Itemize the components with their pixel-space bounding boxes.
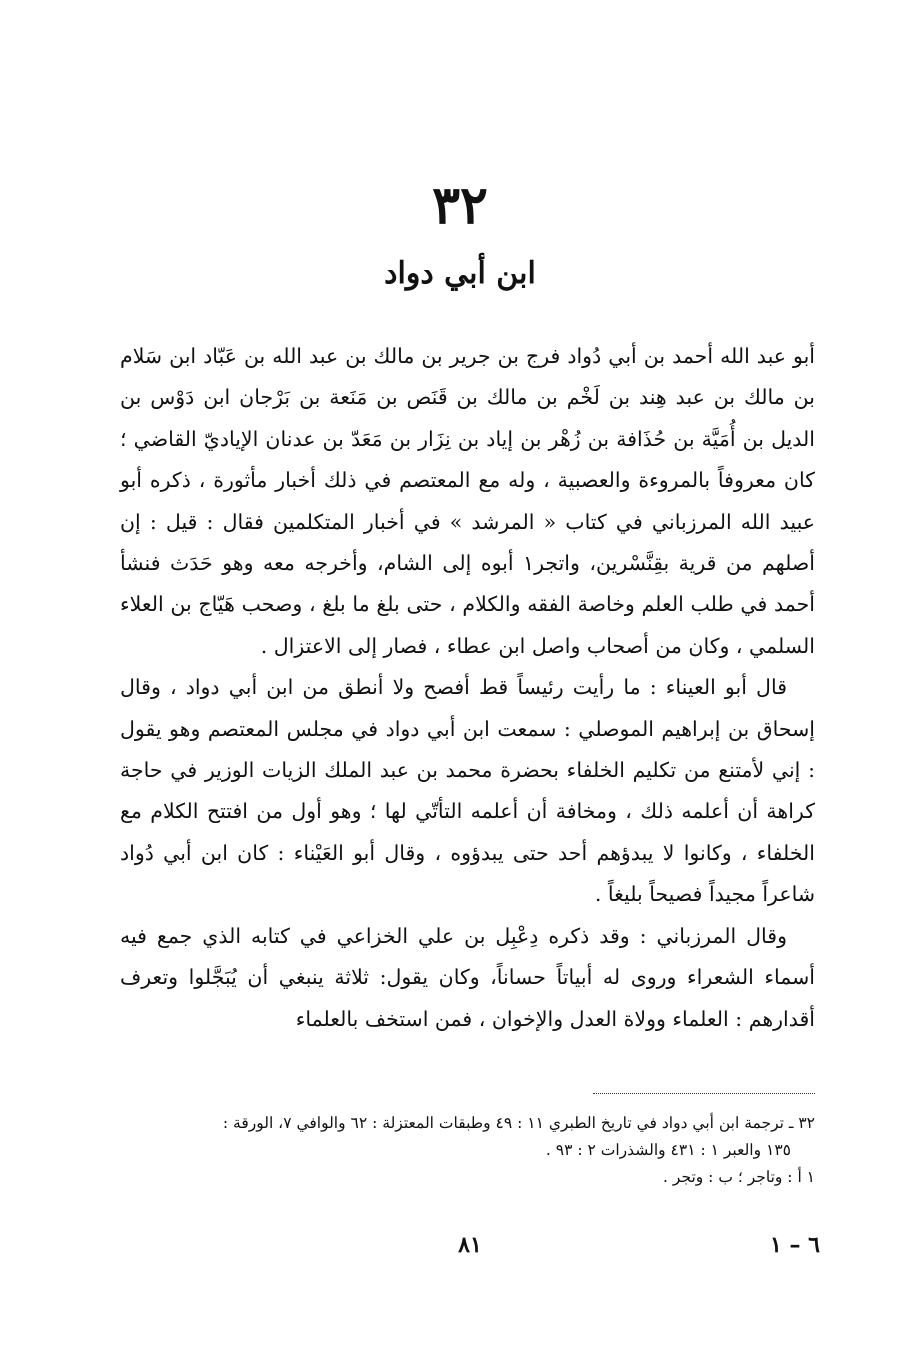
signature-mark: ٦ – ١ [770,1232,820,1258]
chapter-title: ابن أبي دواد [384,256,536,291]
main-text [120,336,815,1040]
paragraph: أبو عبد الله أحمد بن أبي دُواد فرج بن جرير بن مالك بن عبد الله بن عَبّاد ابن سَلام بن مالك بن عبد هِند بن لَخْم بن مالك بن قَنَص بن مَنَعة بن بَرْجان ابن دَوْس بن الديل بن أُمَيَّة بن حُذَافة بن زُهْر بن إياد بن نِزَار بن مَعَدّ بن عدنان الإياديّ القاضي ؛ كان معروفاً بالمروءة والعصبية ، وله مع المعتصم في ذلك أخبار مأثورة ، ذكره أبو عبيد الله المرزباني في كتاب « المرشد » في أخبار المتكلمين فقال : قيل : إن أصلهم من قرية بقِنَّسْرين، واتجر١ أبوه إلى الشام، وأخرجه معه وهو حَدَث فنشأ أحمد في طلب العلم وخاصة الفقه والكلام ، حتى بلغ ما بلغ ، وصحب هَيّاج بن العلاء السلمي ، وكان من أصحاب واصل ابن عطاء ، فصار إلى الاعتزال . [120,344,815,658]
page-footer [0,1232,920,1272]
page-number: ٨١ [458,1232,482,1258]
footnote-line: ٣٢ ـ ترجمة ابن أبي دواد في تاريخ الطبري ١١ : ٤٩ وطبقات المعتزلة : ٦٢ والوافي ٧، الورقة : [222,1114,815,1132]
footnote-line: ١ أ : وتاجر ؛ ب : وتجر . [663,1168,815,1186]
paragraph: وقال المرزباني : وقد ذكره دِعْبِل بن علي الخزاعي في كتابه الذي جمع فيه أسماء الشعراء وروى له أبياتاً حساناً، وكان يقول: ثلاثة ينبغي أن يُبَجَّلوا وتعرف أقدارهم : العلماء وولاة العدل والإخوان ، فمن استخف بالعلماء [120,923,815,1031]
footnotes [115,1110,815,1191]
footnote-line: ١٣٥ والعبر ١ : ٤٣١ والشذرات ٢ : ٩٣ . [545,1141,791,1159]
footnote-divider [593,1093,815,1094]
chapter-number: ٣٢ [432,175,488,236]
paragraph: قال أبو العيناء : ما رأيت رئيساً قط أفصح ولا أنطق من ابن أبي دواد ، وقال إسحاق بن إبراهيم الموصلي : سمعت ابن أبي دواد في مجلس المعتصم وهو يقول : إني لأمتنع من تكليم الخلفاء بحضرة محمد بن عبد الملك الزيات الوزير في حاجة كراهة أن أعلمه ذلك ، ومخافة أن أعلمه التأتّي لها ؛ وهو أول من افتتح الكلام مع الخلفاء ، وكانوا لا يبدؤهم أحد حتى يبدؤوه ، وقال أبو العَيْناء : كان ابن أبي دُواد شاعراً مجيداً فصيحاً بليغاً . [120,675,815,907]
